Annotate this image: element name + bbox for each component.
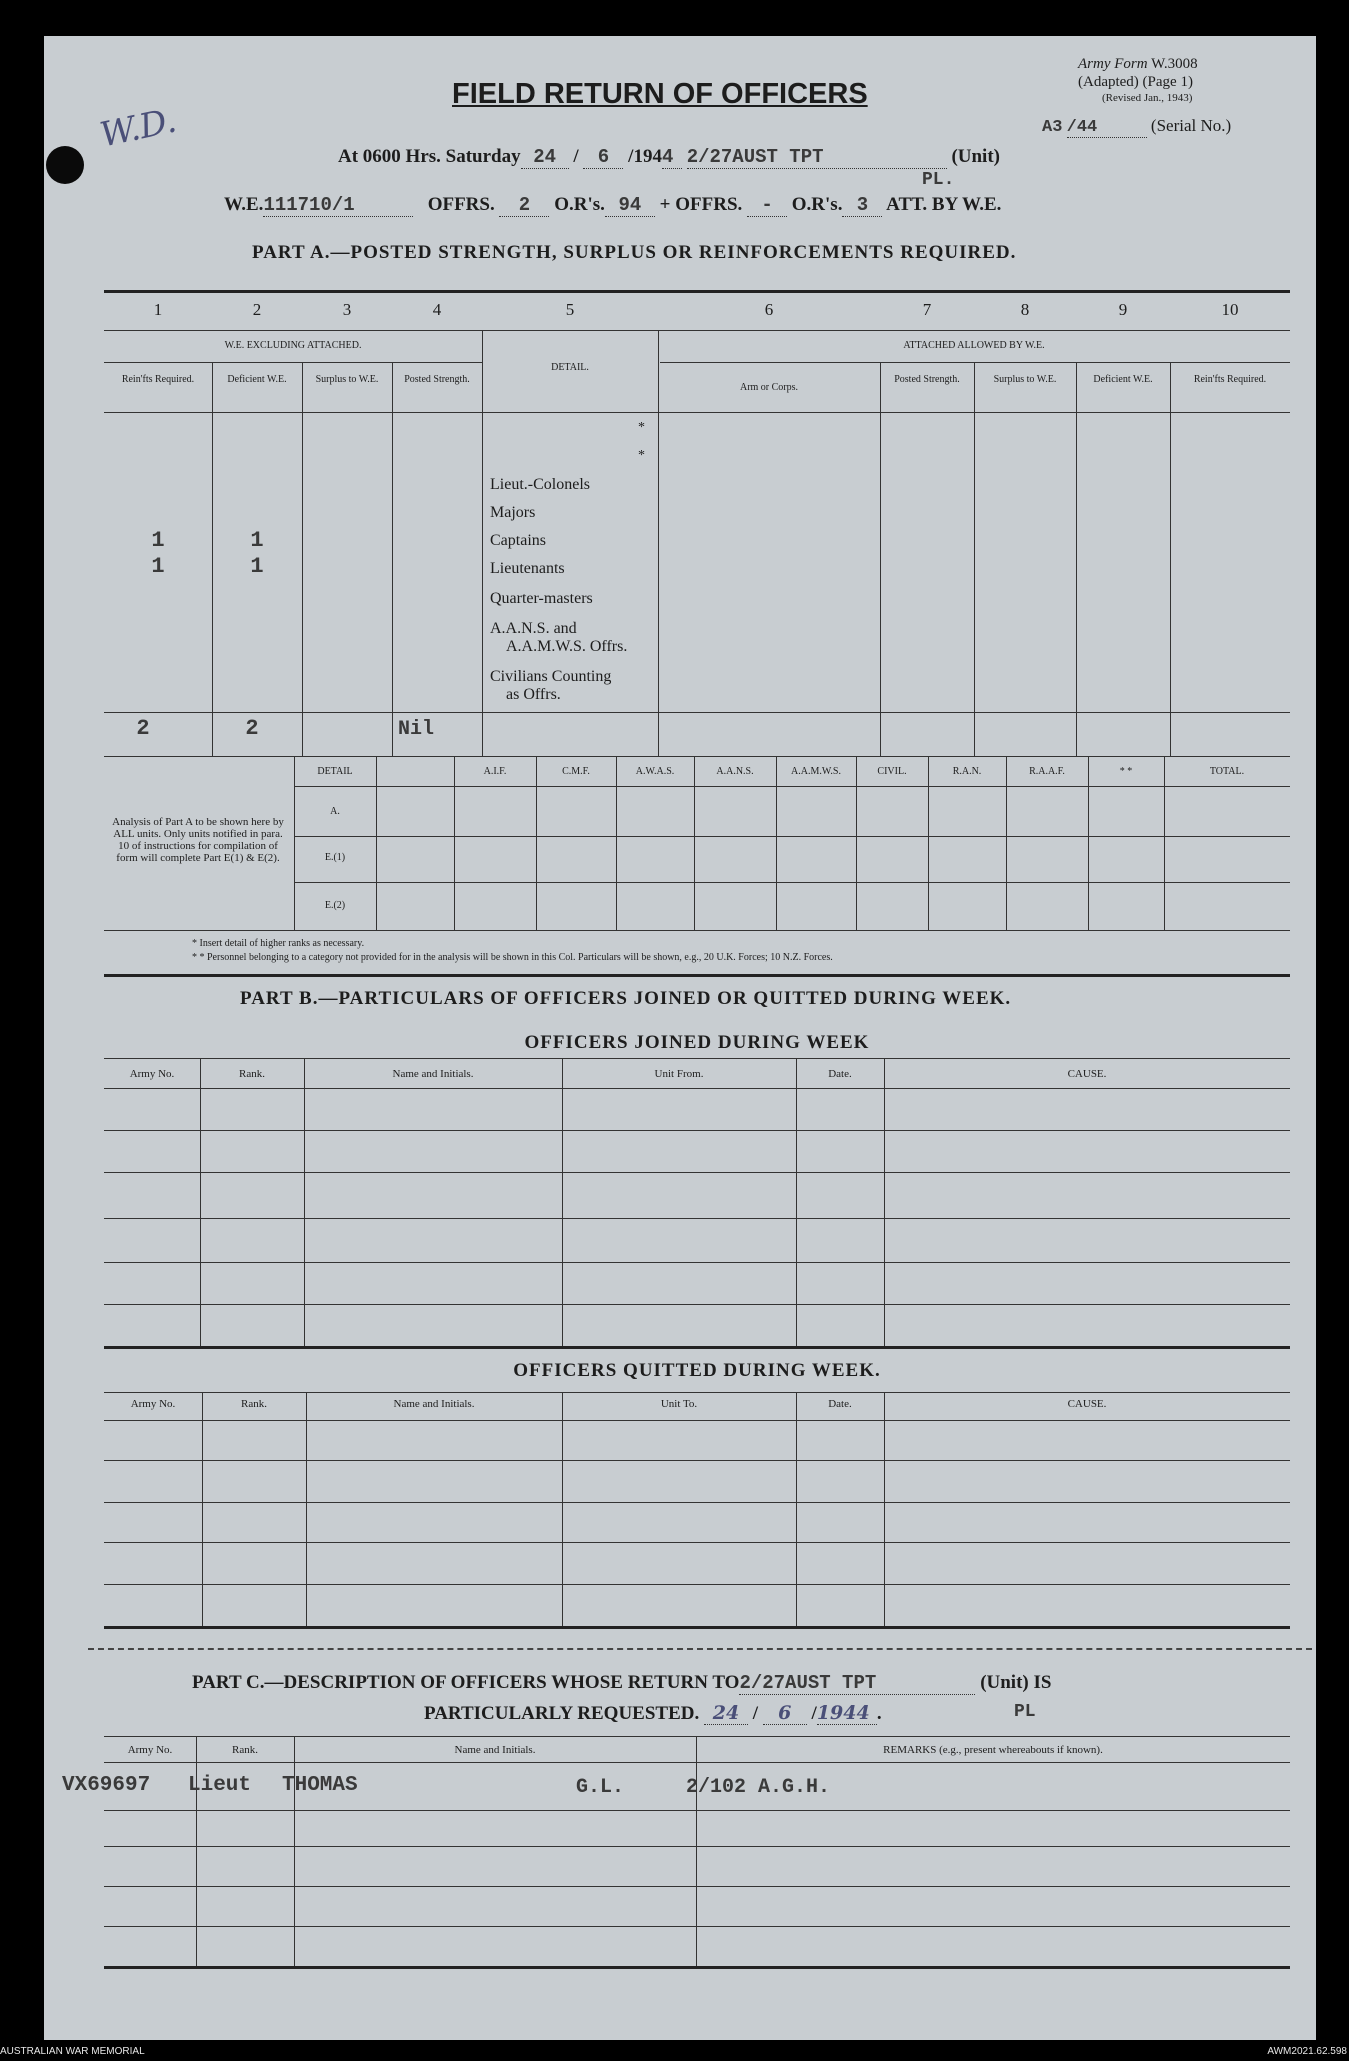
dashed-separator xyxy=(88,1648,1312,1650)
rule xyxy=(104,1304,1290,1305)
entry-name: THOMAS xyxy=(282,1774,358,1797)
entry-remarks: 2/102 A.G.H. xyxy=(686,1776,831,1799)
rule xyxy=(104,1058,1290,1059)
rule xyxy=(536,756,537,930)
rule xyxy=(104,1584,1290,1585)
analysis-header: A.I.F. xyxy=(483,766,507,777)
rule xyxy=(660,362,1290,363)
group-header-right: ATTACHED ALLOWED BY W.E. xyxy=(903,340,1045,351)
col-header: Rein'fts Required. xyxy=(121,374,195,385)
rule xyxy=(104,1460,1290,1461)
detail-header: DETAIL. xyxy=(551,362,589,373)
rule xyxy=(196,1736,197,1966)
col-number: 3 xyxy=(342,300,352,319)
analysis-row-label: E.(1) xyxy=(324,852,346,863)
rule xyxy=(884,1392,885,1626)
rule xyxy=(1076,362,1077,756)
rule xyxy=(696,1736,697,1966)
total-def: 2 xyxy=(245,716,259,741)
part-a-title: PART A.—POSTED STRENGTH, SURPLUS OR REINFORCEMENTS REQUIRED. xyxy=(252,242,1017,263)
rule xyxy=(104,1262,1290,1263)
army-form-id: Army Form W.3008 xyxy=(1078,56,1198,72)
col-header: Deficient W.E. xyxy=(227,374,287,385)
rule xyxy=(104,756,1290,757)
rule xyxy=(104,1886,1290,1887)
joined-header: Date. xyxy=(828,1068,852,1080)
rule xyxy=(104,1966,1290,1969)
entry-army-no: VX69697 xyxy=(62,1774,151,1797)
col-header: Deficient W.E. xyxy=(1093,374,1153,385)
quitted-header: Date. xyxy=(828,1398,852,1410)
rank-label: as Offrs. xyxy=(506,686,561,703)
joined-header: Rank. xyxy=(239,1068,265,1080)
joined-title: OFFICERS JOINED DURING WEEK xyxy=(524,1032,870,1053)
rank-label: Civilians Counting xyxy=(490,668,612,685)
col-number: 8 xyxy=(1020,300,1030,319)
header-line-1: At 0600 Hrs. Saturday 24 / 6 /1944 2/27AUST TPT (Unit) xyxy=(338,146,1000,168)
col-header: Posted Strength. xyxy=(404,374,470,385)
rule xyxy=(104,1762,1290,1763)
rule xyxy=(294,836,1290,837)
rule xyxy=(104,1088,1290,1089)
captains-reinf: 1 xyxy=(151,528,165,553)
part-c-header: Army No. xyxy=(127,1744,173,1756)
rank-label: A.A.N.S. and xyxy=(490,620,577,637)
quitted-title: OFFICERS QUITTED DURING WEEK. xyxy=(513,1360,881,1381)
joined-header: CAUSE. xyxy=(1067,1068,1107,1080)
analysis-header: C.M.F. xyxy=(562,766,590,777)
entry-rank: Lieut xyxy=(188,1774,252,1797)
rule xyxy=(304,1058,305,1346)
col-number: 4 xyxy=(432,300,442,319)
joined-header: Army No. xyxy=(129,1068,175,1080)
part-c-header: REMARKS (e.g., present whereabouts if known). xyxy=(883,1744,1103,1756)
adapted-note: (Adapted) (Page 1) xyxy=(1078,74,1193,90)
rule xyxy=(776,756,777,930)
col-number: 9 xyxy=(1118,300,1128,319)
rule xyxy=(856,756,857,930)
rule xyxy=(376,756,377,930)
rule xyxy=(104,1130,1290,1131)
analysis-header: DETAIL xyxy=(317,766,353,777)
rule xyxy=(796,1392,797,1626)
col-number: 2 xyxy=(252,300,262,319)
rule xyxy=(104,1172,1290,1173)
analysis-header: R.A.N. xyxy=(952,766,982,777)
footer-right: AWM2021.62.598 xyxy=(1267,2046,1347,2057)
analysis-header: * * xyxy=(1119,766,1133,777)
rule xyxy=(306,1392,307,1626)
rule xyxy=(302,362,303,756)
analysis-header: R.A.A.F. xyxy=(1029,766,1065,777)
lieuts-reinf: 1 xyxy=(151,554,165,579)
rule xyxy=(104,1542,1290,1543)
header-line-2: W.E.111710/1 OFFRS. 2 O.R's. 94 + OFFRS. - O.R's. 3 ATT. BY W.E. xyxy=(224,194,1002,216)
page-title: FIELD RETURN OF OFFICERS xyxy=(452,78,868,110)
asterisk: * xyxy=(638,448,645,463)
rule xyxy=(294,1736,295,1966)
rank-label: Captains xyxy=(490,532,546,549)
footnote-1: * Insert detail of higher ranks as necessary. xyxy=(192,938,365,949)
rule xyxy=(294,882,1290,883)
part-c-header: Rank. xyxy=(232,1744,258,1756)
col-header: Arm or Corps. xyxy=(739,382,799,393)
analysis-row-label: A. xyxy=(330,806,340,817)
rule xyxy=(1088,756,1089,930)
quitted-header: CAUSE. xyxy=(1067,1398,1107,1410)
quitted-header: Name and Initials. xyxy=(393,1398,475,1410)
rule xyxy=(658,330,659,756)
joined-header: Name and Initials. xyxy=(392,1068,474,1080)
unit-line-2: PL. xyxy=(922,170,955,190)
part-c-header: Name and Initials. xyxy=(454,1744,536,1756)
total-reinf: 2 xyxy=(136,716,150,741)
footnote-2: * * Personnel belonging to a category not provided for in the analysis will be shown in this Col. Particulars will be shown, e.g., 20 U.K. Forces; 10 N.Z. Forces. xyxy=(192,952,833,963)
col-number: 6 xyxy=(764,300,774,319)
col-header: Rein'fts Required. xyxy=(1193,374,1267,385)
handwritten-wd: W.D. xyxy=(96,100,180,156)
revised-note: (Revised Jan., 1943) xyxy=(1102,92,1193,104)
rule xyxy=(104,1420,1290,1421)
analysis-header: A.A.N.S. xyxy=(716,766,754,777)
col-number: 10 xyxy=(1221,300,1239,319)
rule xyxy=(694,756,695,930)
rule xyxy=(1164,756,1165,930)
col-header: Surplus to W.E. xyxy=(993,374,1057,385)
rule xyxy=(104,930,1290,931)
rule xyxy=(294,786,1290,787)
col-header: Surplus to W.E. xyxy=(315,374,379,385)
lieuts-def: 1 xyxy=(250,554,264,579)
rule xyxy=(1170,362,1171,756)
rule xyxy=(104,712,1290,713)
group-header-left: W.E. EXCLUDING ATTACHED. xyxy=(224,340,362,351)
rank-label: Quarter-masters xyxy=(490,590,593,607)
analysis-header: A.W.A.S. xyxy=(635,766,675,777)
captains-def: 1 xyxy=(250,528,264,553)
footer-left: AUSTRALIAN WAR MEMORIAL xyxy=(0,2046,145,2057)
total-posted: Nil xyxy=(398,718,435,741)
part-b-title: PART B.—PARTICULARS OF OFFICERS JOINED OR QUITTED DURING WEEK. xyxy=(240,988,1012,1009)
rule xyxy=(104,290,1290,293)
rule xyxy=(104,362,482,363)
rule xyxy=(104,1502,1290,1503)
rule xyxy=(616,756,617,930)
rule xyxy=(104,1626,1290,1629)
rule xyxy=(104,1926,1290,1927)
asterisk: * xyxy=(638,420,645,435)
rule xyxy=(880,362,881,756)
rule xyxy=(104,330,1290,331)
quitted-header: Army No. xyxy=(130,1398,176,1410)
rank-label: Majors xyxy=(490,504,536,521)
quitted-header: Unit To. xyxy=(660,1398,698,1410)
rule xyxy=(884,1058,885,1346)
rule xyxy=(104,1218,1290,1219)
rule xyxy=(104,412,1290,413)
rule xyxy=(928,756,929,930)
rule xyxy=(104,1346,1290,1349)
part-c-unit-line-2: PL xyxy=(1014,1702,1036,1722)
rule xyxy=(104,1810,1290,1811)
rule xyxy=(104,1846,1290,1847)
col-number: 1 xyxy=(153,300,163,319)
joined-header: Unit From. xyxy=(654,1068,704,1080)
analysis-header: TOTAL. xyxy=(1209,766,1245,777)
rule xyxy=(104,974,1290,977)
rule xyxy=(200,1058,201,1346)
punch-hole xyxy=(46,146,84,184)
analysis-header: CIVIL. xyxy=(877,766,907,777)
analysis-note: Analysis of Part A to be shown here by ALL units. Only units notified in para. 10 of instructions for compilation of form will complete Part E(1) & E(2). xyxy=(112,816,284,864)
col-number: 7 xyxy=(922,300,932,319)
rank-label: Lieutenants xyxy=(490,560,565,577)
analysis-row-label: E.(2) xyxy=(324,900,346,911)
rule xyxy=(104,1392,1290,1393)
rule xyxy=(562,1392,563,1626)
rule xyxy=(392,362,393,756)
rule xyxy=(482,330,483,756)
part-c-line-2: PARTICULARLY REQUESTED. 24 / 6 /1944 . xyxy=(424,1702,882,1724)
rank-label: A.A.M.W.S. Offrs. xyxy=(506,638,628,655)
rule xyxy=(974,362,975,756)
rank-label: Lieut.-Colonels xyxy=(490,476,590,493)
rule xyxy=(104,1736,1290,1737)
col-header: Posted Strength. xyxy=(894,374,960,385)
quitted-header: Rank. xyxy=(241,1398,267,1410)
rule xyxy=(202,1392,203,1626)
entry-initials: G.L. xyxy=(576,1776,625,1799)
serial-number: A3 /44 (Serial No.) xyxy=(1042,116,1232,137)
rule xyxy=(1006,756,1007,930)
rule xyxy=(796,1058,797,1346)
rule xyxy=(562,1058,563,1346)
part-c-line-1: PART C.—DESCRIPTION OF OFFICERS WHOSE RETURN TO2/27AUST TPT (Unit) IS xyxy=(192,1672,1052,1694)
analysis-header: A.A.M.W.S. xyxy=(791,766,841,777)
rule xyxy=(454,756,455,930)
col-number: 5 xyxy=(565,300,575,319)
